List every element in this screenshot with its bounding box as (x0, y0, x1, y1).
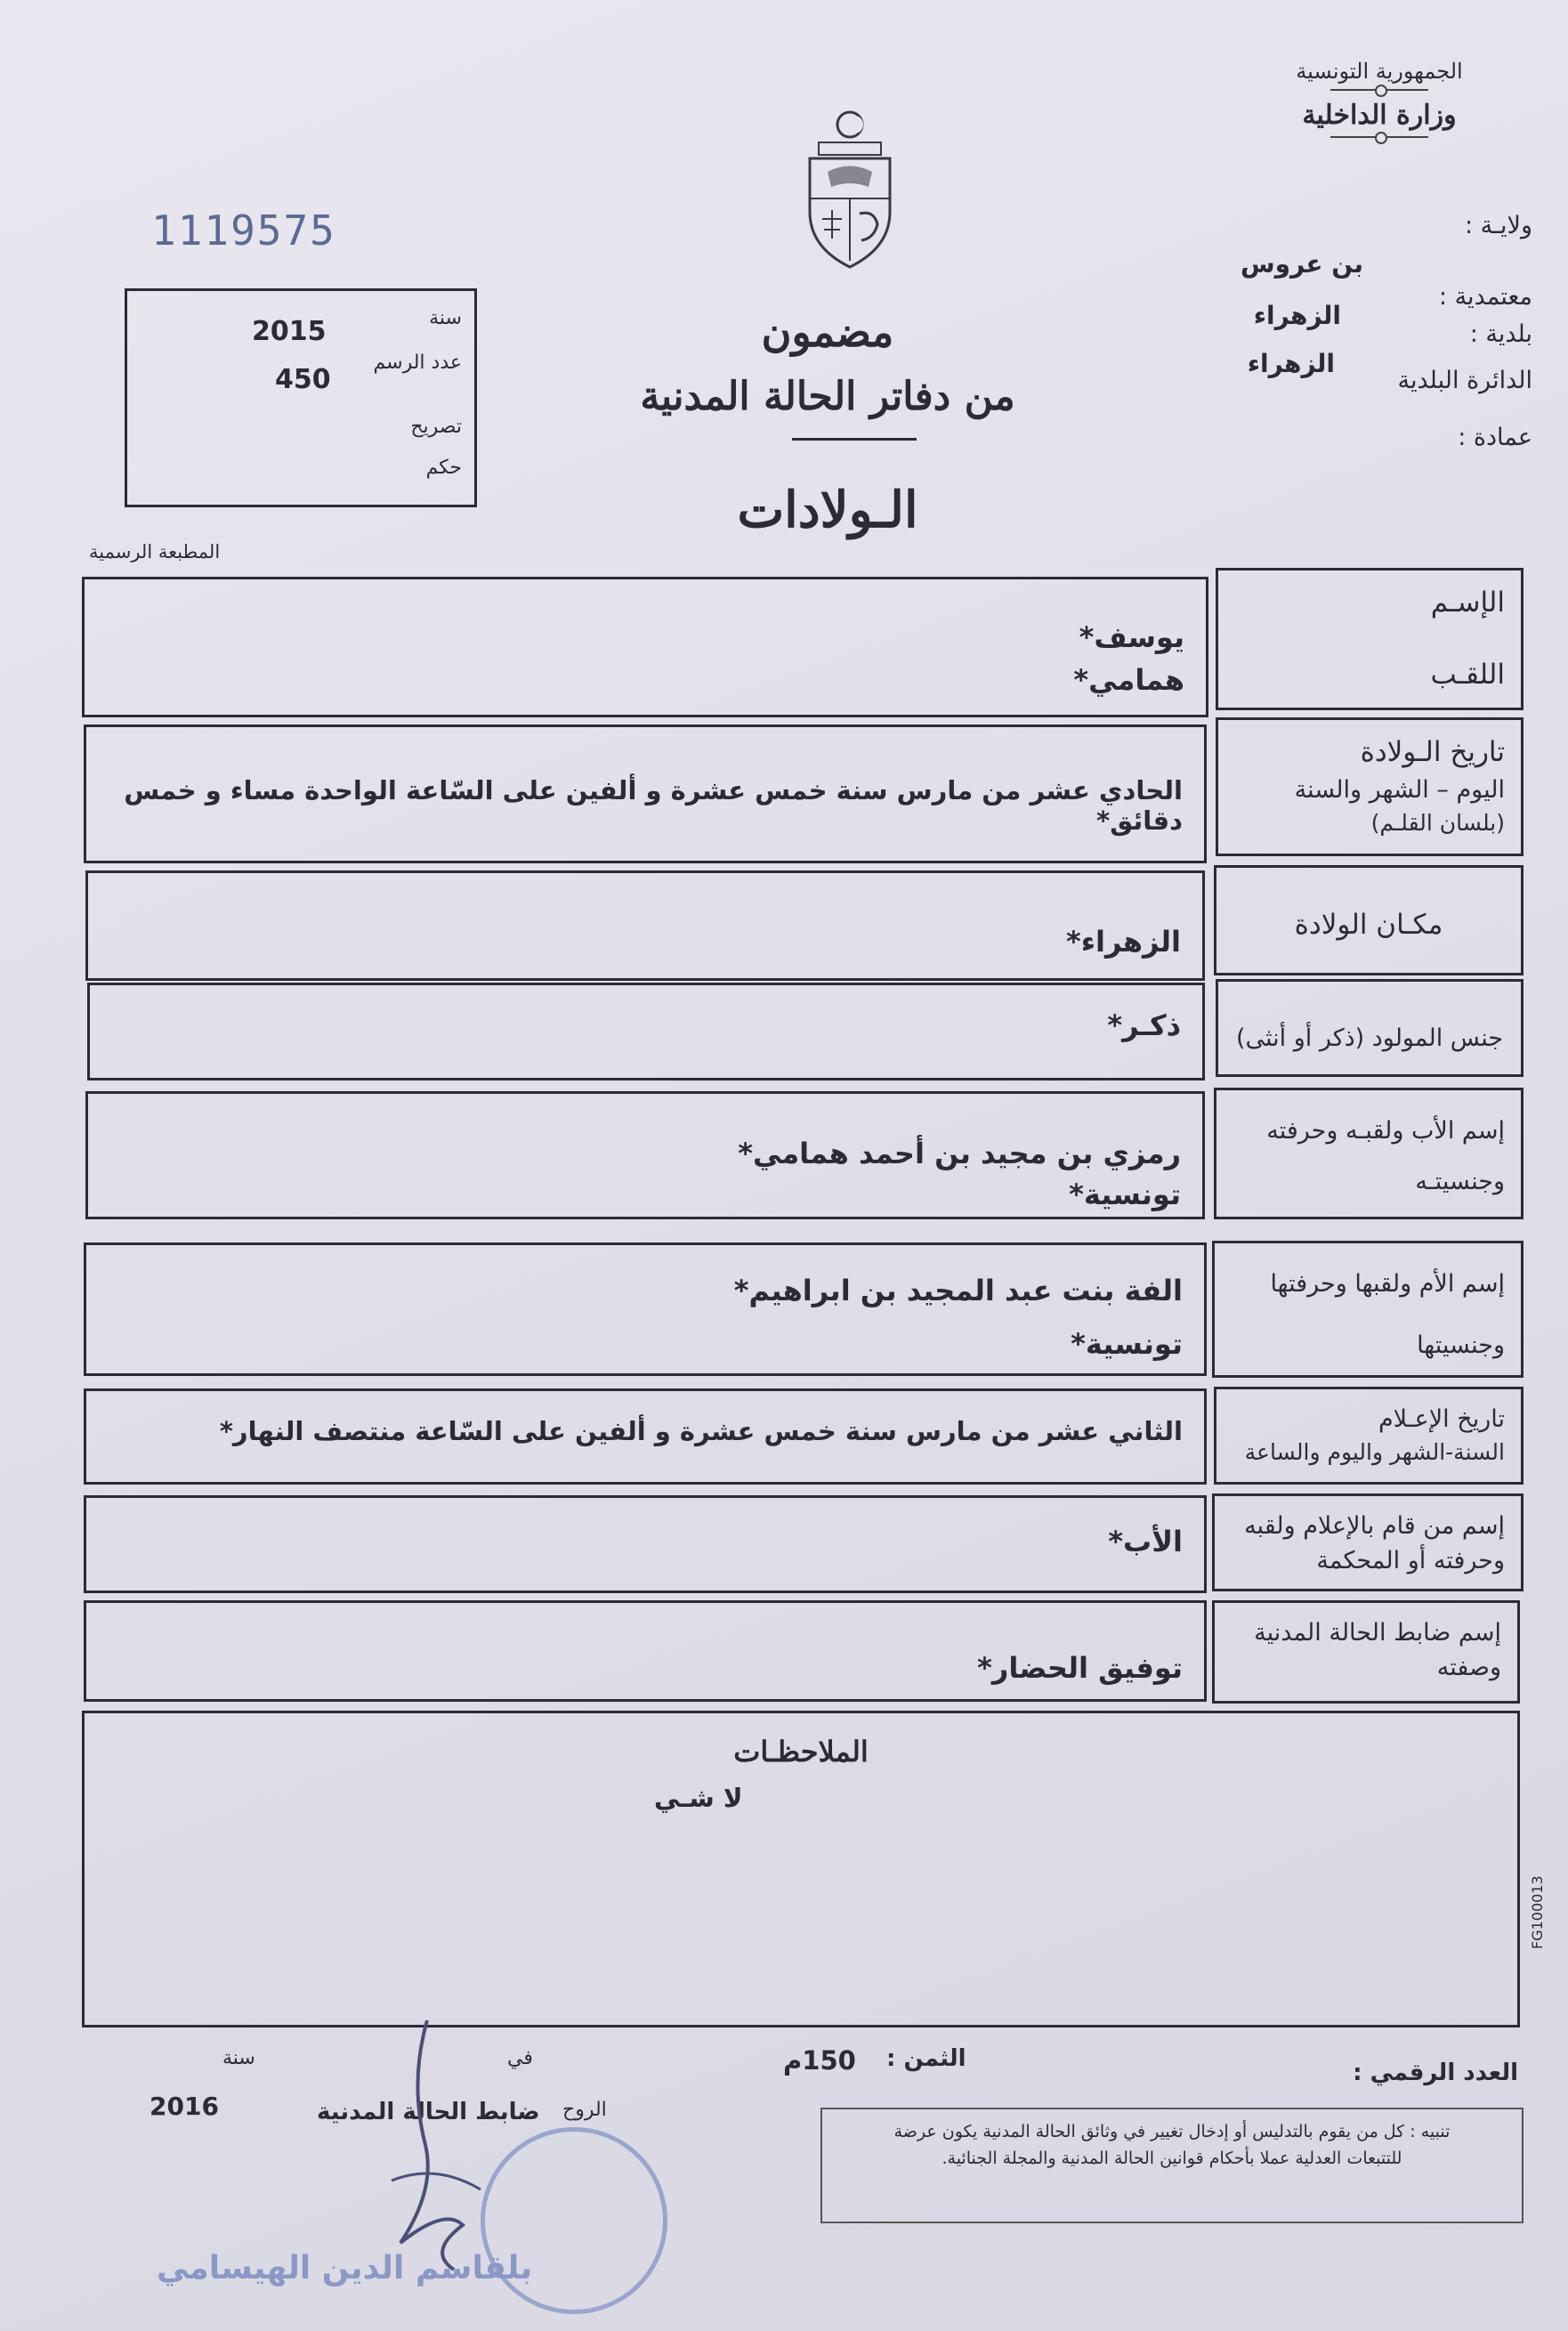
birth-date-hint: (بلسان القلـم) (1370, 810, 1505, 837)
father-label-cell (1214, 1088, 1524, 1219)
father-label: إسم الأب ولقبـه وحرفته (1266, 1117, 1505, 1145)
birth-place-value: الزهراء* (1065, 925, 1181, 959)
doc-title-extract: مضمون (761, 308, 894, 356)
doc-title-registers: من دفاتر الحالة المدنية (640, 374, 1015, 419)
sex-label-cell (1216, 979, 1524, 1077)
declaration-date-sublabel: السنة-الشهر واليوم والساعة (1244, 1439, 1505, 1466)
father-name: رمزي بن مجيد بن أحمد همامي* (738, 1137, 1181, 1170)
declarant-label-cell (1212, 1493, 1524, 1591)
municipality-value: الزهراء (1247, 349, 1335, 378)
mother-nationality-label: وجنسيتها (1417, 1331, 1505, 1360)
ornament-divider (1330, 89, 1428, 91)
date-prefix: في (507, 2047, 533, 2069)
mother-value-cell (84, 1242, 1207, 1376)
ministry-name: وزارة الداخلية (1302, 100, 1457, 131)
declaration-date-value-cell (84, 1388, 1207, 1485)
name-value-cell (82, 577, 1208, 717)
admin-block (1194, 212, 1532, 461)
name-label-cell (1216, 568, 1524, 710)
declaration-date-value: الثاني عشر من مارس سنة خمس عشرة و ألفين على السّاعة منتصف النهار* (219, 1416, 1183, 1446)
footer-year-value: 2016 (150, 2092, 219, 2121)
register-judgment-label: حكم (425, 457, 462, 479)
mother-label-cell (1212, 1241, 1524, 1378)
name-label: الإسـم (1430, 587, 1505, 619)
delegation-label: معتمدية : (1438, 283, 1532, 311)
serial-number: 1119575 (151, 206, 336, 255)
sex-value-cell (87, 983, 1205, 1081)
price-value: 150م (783, 2045, 856, 2076)
mother-label: إسم الأم ولقبها وحرفتها (1270, 1270, 1505, 1298)
mother-nationality: تونسية* (1071, 1327, 1183, 1361)
wilaya-value: بن عروس (1240, 249, 1363, 279)
doc-title-births: الـولادات (737, 481, 918, 539)
republic-name: الجمهورية التونسية (1296, 59, 1463, 84)
footer-year-label: سنة (222, 2047, 255, 2069)
register-year-value: 2015 (252, 316, 327, 347)
declarant-value: الأب* (1108, 1525, 1183, 1558)
price-label: الثمن : (886, 2045, 966, 2072)
declarant-value-cell (84, 1495, 1207, 1593)
mother-name: الفة بنت عبد المجيد بن ابراهيم* (733, 1274, 1183, 1307)
officer-title: ضابط الحالة المدنية (317, 2099, 540, 2125)
district-label: الدائرة البلدية (1397, 367, 1532, 394)
surname-value: همامي* (1073, 663, 1184, 697)
printer-label: المطبعة الرسمية (89, 541, 221, 563)
notes-value: لا شـي (654, 1783, 743, 1813)
birth-place-label: مكـان الولادة (1294, 909, 1443, 941)
sex-label: جنس المولود (ذكر أو أنثى) (1235, 1024, 1504, 1052)
warning-line-2: للتتبعات العدلية عملا بأحكام قوانين الحالة المدنية والمجلة الجنائية. (942, 2149, 1402, 2169)
surname-label: اللقـب (1430, 658, 1505, 691)
issuer-header (1273, 59, 1486, 138)
notes-title: الملاحظـات (733, 1735, 869, 1768)
digital-number-label: العدد الرقمي : (1353, 2060, 1518, 2086)
birth-date-label: تاريخ الـولادة (1360, 736, 1505, 768)
father-nationality: تونسية* (1069, 1178, 1181, 1211)
declaration-date-label: تاريخ الإعـلام (1378, 1405, 1505, 1433)
stamp-caption: الروح (562, 2099, 607, 2121)
wilaya-label: ولايـة : (1464, 212, 1532, 239)
birth-place-label-cell (1214, 865, 1524, 975)
declaration-date-label-cell (1214, 1387, 1524, 1485)
delegation-value: الزهراء (1253, 301, 1341, 330)
declarant-sublabel: وحرفته أو المحكمة (1316, 1547, 1505, 1575)
birth-place-value-cell (85, 870, 1205, 981)
officer-value: توفيق الحضار* (977, 1651, 1183, 1685)
register-year-label: سنة (429, 307, 462, 329)
birth-date-value-cell (84, 724, 1207, 863)
officer-value-cell (84, 1600, 1207, 1702)
father-value-cell (85, 1091, 1205, 1219)
municipality-label: بلدية : (1469, 320, 1532, 348)
officer-sublabel: وصفته (1436, 1654, 1501, 1682)
warning-line-1: تنبيه : كل من يقوم بالتدليس أو إدخال تغيير في وثائق الحالة المدنية يكون عرضة (893, 2122, 1451, 2141)
officer-label-cell (1212, 1600, 1520, 1704)
register-number-value: 450 (275, 364, 331, 395)
declarant-label: إسم من قام بالإعلام ولقبه (1244, 1512, 1505, 1540)
title-underline (792, 438, 917, 441)
coat-of-arms-emblem (792, 105, 908, 274)
birth-date-label-cell (1216, 717, 1524, 856)
father-nationality-label: وجنسيتـه (1415, 1168, 1505, 1196)
handwritten-signature (374, 2011, 498, 2278)
birth-date-sublabel: اليوم – الشهر والسنة (1294, 775, 1505, 804)
register-number-label: عدد الرسم (373, 352, 462, 374)
omda-label: عمادة : (1458, 424, 1532, 451)
officer-label: إسم ضابط الحالة المدنية (1254, 1619, 1501, 1647)
register-declaration-label: تصريح (410, 416, 462, 438)
name-value: يوسف* (1079, 620, 1184, 654)
birth-date-value: الحادي عشر من مارس سنة خمس عشرة و ألفين على السّاعة الواحدة مساء و خمس دقائق* (124, 775, 1183, 836)
register-box (125, 288, 477, 507)
sex-value: ذكـر* (1107, 1008, 1181, 1042)
legal-warning (820, 2108, 1524, 2223)
side-code: FG100013 (1529, 1875, 1546, 1949)
notes-box (82, 1711, 1520, 2027)
ornament-divider (1330, 136, 1428, 138)
signatory-name: بلقاسم الدين الهيسامي (157, 2250, 533, 2286)
